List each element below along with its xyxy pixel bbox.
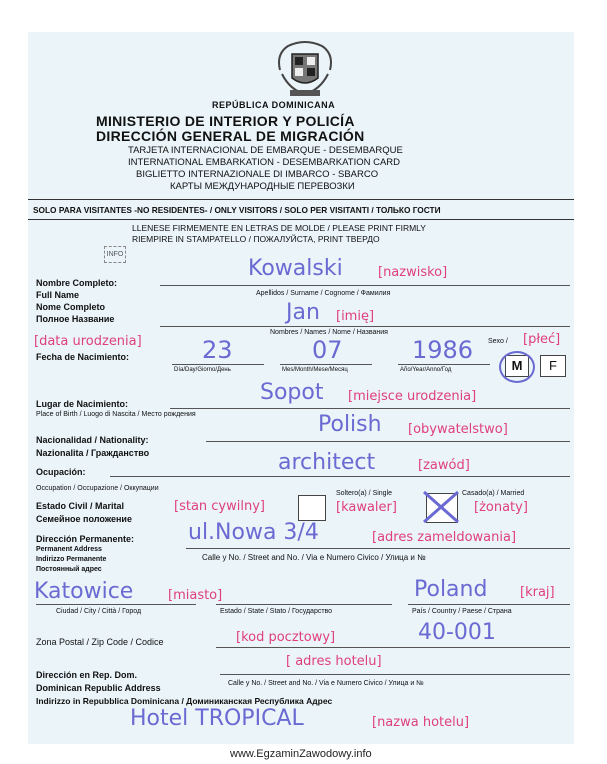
state-line — [216, 604, 392, 605]
first-name-sublabel: Nombres / Names / Nome / Названия — [270, 329, 388, 336]
first-name-annotation: [imię] — [336, 309, 375, 324]
birth-month-value: 07 — [312, 336, 343, 364]
birth-day-value: 23 — [202, 336, 233, 364]
single-annotation: [kawaler] — [336, 500, 397, 515]
month-line — [280, 364, 372, 365]
nationality-sublabel: Nazionalita / Гражданство — [36, 448, 150, 458]
fill-in-instructions-2: RIEMPIRE IN STAMPATELLO / ПОЖАЛУЙСТА, PRINT ТВЕРДО — [132, 234, 380, 244]
married-x-mark — [420, 488, 462, 526]
civil-status-label-ru: Семейное положение — [36, 514, 132, 524]
country-annotation: [kraj] — [520, 585, 555, 600]
permanent-address-ru: Постоянный адрес — [36, 566, 102, 573]
card-title-ru: КАРТЫ МЕЖДУНАРОДНЫЕ ПЕРЕВОЗКИ — [170, 181, 355, 192]
civil-status-label: Estado Civil / Marital — [36, 501, 125, 511]
day-line — [172, 364, 264, 365]
street-value: ul.Nowa 3/4 — [188, 520, 319, 545]
fill-in-instructions-1: LLENESE FIRMEMENTE EN LETRAS DE MOLDE / PLEASE PRINT FIRMLY — [132, 223, 426, 233]
hotel-address-annotation: [ adres hotelu] — [286, 654, 382, 669]
surname-value: Kowalski — [248, 256, 343, 281]
zip-line — [216, 647, 570, 648]
direction-title: DIRECCIÓN GENERAL DE MIGRACIÓN — [96, 128, 365, 144]
occupation-line — [110, 476, 570, 477]
civil-status-annotation: [stan cywilny] — [174, 499, 265, 514]
occupation-label: Ocupación: — [36, 467, 86, 477]
surname-annotation: [nazwisko] — [378, 265, 448, 280]
ministry-title: MINISTERIO DE INTERIOR Y POLICÍA — [96, 113, 355, 129]
day-sublabel: Día/Day/Giorno/День — [174, 367, 231, 373]
coat-of-arms-seal — [270, 40, 340, 98]
divider — [28, 199, 574, 200]
birth-place-annotation: [miejsce urodzenia] — [348, 389, 477, 404]
hotel-value: Hotel TROPICAL — [130, 706, 304, 731]
country-line — [408, 604, 570, 605]
street-line — [186, 548, 570, 549]
full-name-label-ru: Полное Название — [36, 314, 115, 324]
state-sublabel: Estado / State / Stato / Государство — [220, 608, 333, 615]
info-badge: INFO — [104, 246, 126, 263]
occupation-sublabel: Occupation / Occupazione / Оккупации — [36, 485, 159, 492]
sex-annotation: [płeć] — [523, 332, 561, 347]
birth-place-label: Lugar de Nacimiento: — [36, 399, 129, 409]
sex-m-box[interactable]: M — [505, 355, 529, 377]
full-name-label-es: Nombre Completo: — [36, 278, 117, 288]
occupation-value: architect — [278, 450, 376, 475]
year-sublabel: Año/Year/Anno/Год — [400, 367, 452, 373]
birth-date-annotation: [data urodzenia] — [34, 334, 142, 349]
full-name-label-it: Nome Completo — [36, 302, 106, 312]
zip-label: Zona Postal / Zip Code / Codice — [36, 637, 164, 647]
sex-label: Sexo / — [488, 338, 508, 345]
street-annotation: [adres zameldowania] — [372, 530, 517, 545]
nationality-label: Nacionalidad / Nationality: — [36, 435, 149, 445]
nationality-value: Polish — [318, 412, 382, 437]
card-title-en: INTERNATIONAL EMBARKATION - DESEMBARKATION CARD — [128, 157, 401, 168]
card-title-it: BIGLIETTO INTERNAZIONALE DI IMBARCO - SBARCO — [136, 169, 379, 180]
occupation-annotation: [zawód] — [418, 458, 470, 473]
nationality-line — [206, 441, 570, 442]
single-checkbox[interactable] — [298, 495, 326, 521]
dom-address-it-ru: Indirizzo in Repubblica Dominicana / Доминиканская Республика Адрес — [36, 696, 333, 706]
footer-watermark: www.EgzaminZawodowy.info — [230, 748, 372, 760]
permanent-address-label: Dirección Permanente: — [36, 534, 135, 544]
zip-value: 40-001 — [418, 620, 496, 645]
first-name-line — [160, 326, 570, 327]
country-sublabel: País / Country / Paese / Страна — [412, 608, 512, 615]
hotel-annotation: [nazwa hotelu] — [372, 715, 470, 730]
country-title: REPÚBLICA DOMINICANA — [212, 100, 336, 110]
visitors-only-banner: SOLO PARA VISITANTES -NO RESIDENTES- / ONLY VISITORS / SOLO PER VISITANTI / ТОЛЬКО ГОСТИ — [33, 205, 441, 215]
city-line — [36, 604, 196, 605]
dom-street-line — [220, 674, 570, 675]
city-value: Katowice — [34, 579, 134, 604]
permanent-address-it: Indirizzo Permanente — [36, 556, 107, 563]
birth-place-sublabel: Place of Birth / Luogo di Nascita / Место рождения — [36, 411, 196, 418]
single-label: Soltero(a) / Single — [336, 490, 393, 497]
surname-line — [160, 285, 570, 286]
surname-sublabel: Apellidos / Surname / Cognome / Фамилия — [256, 290, 391, 297]
dom-address-en: Dominican Republic Address — [36, 683, 161, 693]
full-name-label-en: Full Name — [36, 290, 80, 300]
year-line — [398, 364, 490, 365]
card-title-es: TARJETA INTERNACIONAL DE EMBARQUE - DESEMBARQUE — [128, 145, 403, 156]
street-sublabel: Calle y No. / Street and No. / Via e Numero Civico / Улица и № — [202, 553, 426, 562]
country-value: Poland — [414, 577, 488, 602]
dom-address-label: Dirección en Rep. Dom. — [36, 670, 138, 680]
permanent-address-en: Permanent Address — [36, 546, 102, 553]
first-name-value: Jan — [286, 300, 320, 325]
city-annotation: [miasto] — [168, 588, 223, 603]
married-label: Casado(a) / Married — [462, 490, 525, 497]
divider — [28, 219, 574, 220]
month-sublabel: Mes/Month/Mese/Месяц — [282, 367, 348, 373]
nationality-annotation: [obywatelstwo] — [408, 422, 508, 437]
birth-date-label: Fecha de Nacimiento: — [36, 352, 130, 362]
sex-f-box[interactable]: F — [540, 355, 566, 377]
dom-street-sublabel: Calle y No. / Street and No. / Via e Numero Civico / Улица и № — [228, 680, 424, 687]
birth-place-value: Sopot — [260, 380, 324, 405]
sex-m-circle — [499, 351, 535, 383]
city-sublabel: Ciudad / City / Città / Город — [56, 608, 142, 615]
birth-year-value: 1986 — [412, 336, 474, 364]
birth-place-line — [170, 408, 570, 409]
married-annotation: [żonaty] — [474, 500, 528, 515]
zip-annotation: [kod pocztowy] — [236, 630, 336, 645]
